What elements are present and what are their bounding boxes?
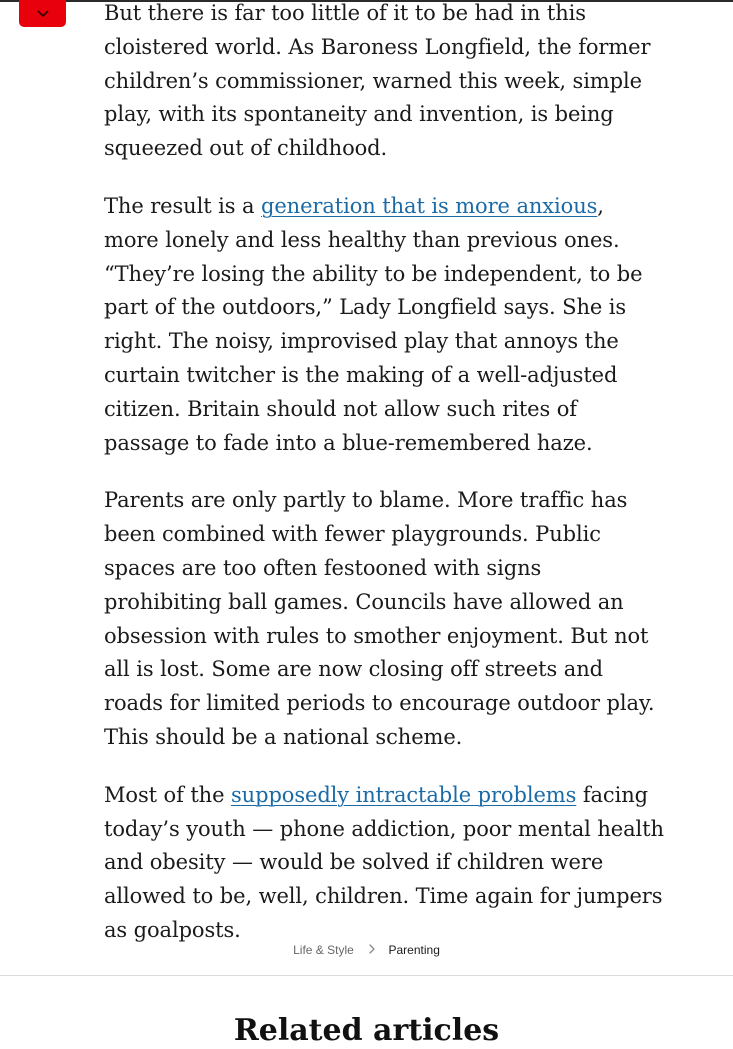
section-divider bbox=[0, 975, 733, 976]
topic-breadcrumb bbox=[0, 942, 733, 957]
inline-link-intractable-problems[interactable]: supposedly intractable problems bbox=[231, 782, 577, 807]
paragraph bbox=[104, 484, 664, 754]
tag-parenting[interactable]: Parenting bbox=[388, 942, 440, 957]
paragraph-text: Most of the bbox=[104, 782, 231, 807]
article-body bbox=[104, 0, 664, 972]
chevron-right-icon bbox=[369, 943, 375, 957]
paragraph bbox=[104, 190, 664, 460]
paragraph-text: facing today’s youth — phone addiction, poor mental health and obesity — would be solved if children were allowed to be, well, children. Time again for jumpers as goalposts. bbox=[104, 782, 664, 942]
paragraph-text: But there is far too little of it to be had in this cloistered world. As Baroness Longfield, the former children’s commissioner, warned this week, simple play, with its spontaneity and invention, is being squeezed out of childhood. bbox=[104, 1, 651, 161]
collapse-button[interactable] bbox=[19, 0, 66, 27]
paragraph bbox=[104, 779, 664, 948]
paragraph-text: Parents are only partly to blame. More traffic has been combined with fewer playgrounds. Public spaces are too often festooned with signs prohibiting ball games. Councils have allowed an obsession with rules to smother enjoyment. But not all is lost. Some are now closing off streets and roads for limited periods to encourage outdoor play. This should be a national scheme. bbox=[104, 488, 655, 749]
inline-link-generation-anxious[interactable]: generation that is more anxious bbox=[261, 193, 598, 218]
related-articles-heading: Related articles bbox=[233, 1012, 500, 1048]
paragraph bbox=[104, 0, 664, 166]
paragraph-text: , more lonely and less healthy than previous ones. “They’re losing the ability to be independent, to be part of the outdoors,” Lady Longfield says. She is right. The noisy, improvised play that annoys the curtain twitcher is the making of a well-adjusted citizen. Britain should not allow such rites of passage to fade into a blue-remembered haze. bbox=[104, 193, 643, 455]
paragraph-text: The result is a bbox=[104, 193, 261, 218]
chevron-down-icon bbox=[37, 10, 49, 18]
tag-life-style[interactable]: Life & Style bbox=[293, 942, 354, 957]
